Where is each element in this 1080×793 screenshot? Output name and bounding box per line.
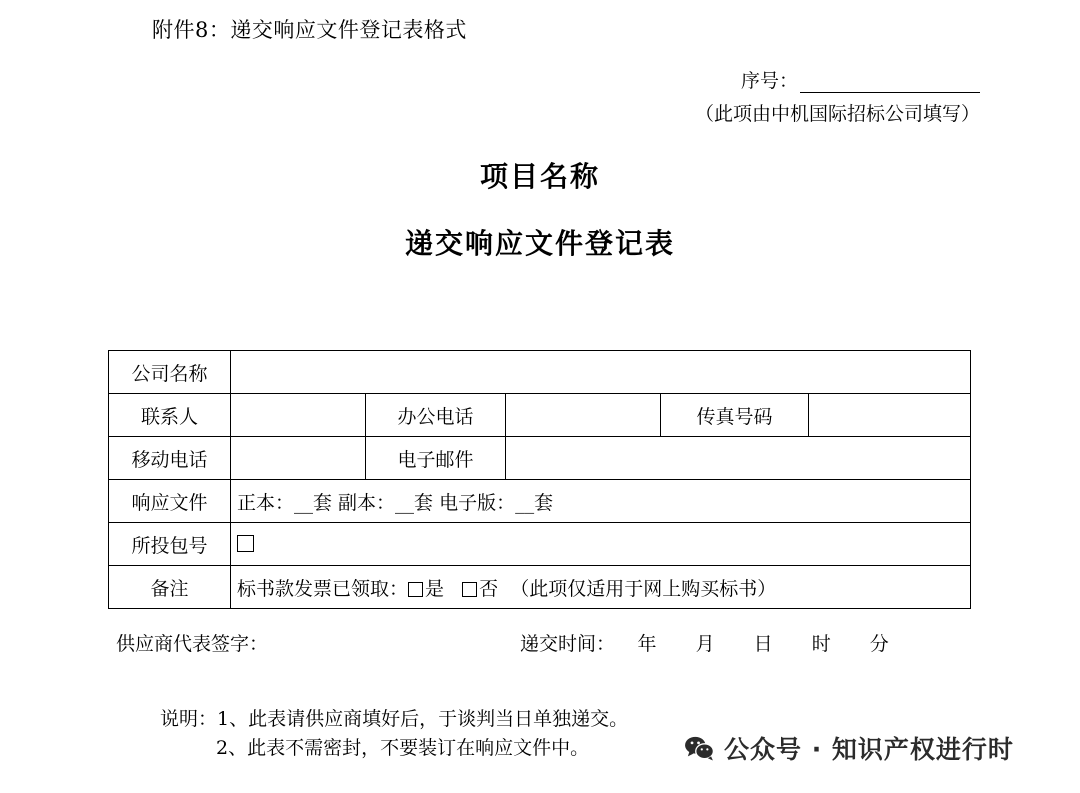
notes-item-1: 1、此表请供应商填好后，于谈判当日单独递交。 xyxy=(217,708,629,730)
submission-time-group xyxy=(520,629,905,656)
table-row xyxy=(109,394,971,437)
package-no-checkbox[interactable] xyxy=(237,535,254,552)
serial-row xyxy=(650,66,980,93)
response-file-value[interactable]: 正本：__套 副本：__套 电子版：__套 xyxy=(231,480,971,523)
email-value[interactable] xyxy=(506,437,971,480)
email-label: 电子邮件 xyxy=(366,437,506,480)
watermark-text: 公众号 · 知识产权进行时 xyxy=(724,735,1014,764)
table-row xyxy=(109,480,971,523)
time-unit-year: 年 xyxy=(637,633,657,655)
response-file-label: 响应文件 xyxy=(109,480,231,523)
registration-form-table xyxy=(108,350,971,609)
serial-block xyxy=(650,66,980,126)
serial-blank-field[interactable] xyxy=(800,72,980,93)
page-subtitle: 递交响应文件登记表 xyxy=(404,227,675,260)
watermark xyxy=(684,730,1014,766)
invoice-no-checkbox[interactable] xyxy=(462,582,477,597)
notes-block xyxy=(160,705,628,762)
table-row xyxy=(109,523,971,566)
package-no-label: 所投包号 xyxy=(109,523,231,566)
wechat-icon xyxy=(684,735,714,761)
time-unit-minute: 分 xyxy=(869,633,889,655)
invoice-received-label: 标书款发票已领取： xyxy=(237,577,409,600)
time-unit-month: 月 xyxy=(695,633,715,655)
package-no-value[interactable] xyxy=(231,523,971,566)
invoice-note: （此项仅适用于网上购买标书） xyxy=(510,577,777,600)
serial-label: 序号： xyxy=(740,70,798,92)
contact-person-value[interactable] xyxy=(231,394,366,437)
submission-time-label: 递交时间： xyxy=(520,633,616,655)
notes-line-1 xyxy=(160,705,628,734)
invoice-yes-label: 是 xyxy=(425,577,445,600)
supplier-signature-label: 供应商代表签字： xyxy=(116,633,269,655)
fax-number-label: 传真号码 xyxy=(661,394,809,437)
office-phone-label: 办公电话 xyxy=(366,394,506,437)
table-row xyxy=(109,566,971,609)
table-row xyxy=(109,437,971,480)
remark-value xyxy=(231,566,971,609)
page-title: 项目名称 xyxy=(479,160,600,193)
contact-person-label: 联系人 xyxy=(109,394,231,437)
notes-item-2: 2、此表不需密封，不要装订在响应文件中。 xyxy=(216,736,590,759)
company-name-label: 公司名称 xyxy=(109,351,231,394)
attachment-label: 附件8：递交响应文件登记表格式 xyxy=(152,18,467,42)
mobile-phone-value[interactable] xyxy=(231,437,366,480)
notes-prefix: 说明： xyxy=(160,708,218,730)
remark-label: 备注 xyxy=(109,566,231,609)
invoice-yes-checkbox[interactable] xyxy=(408,582,423,597)
fax-number-value[interactable] xyxy=(809,394,971,437)
serial-note: （此项由中机国际招标公司填写） xyxy=(694,103,980,125)
invoice-no-label: 否 xyxy=(479,577,499,600)
mobile-phone-label: 移动电话 xyxy=(109,437,231,480)
time-unit-day: 日 xyxy=(753,633,773,655)
company-name-value[interactable] xyxy=(231,351,971,394)
table-row xyxy=(109,351,971,394)
office-phone-value[interactable] xyxy=(506,394,661,437)
time-unit-hour: 时 xyxy=(811,633,831,655)
